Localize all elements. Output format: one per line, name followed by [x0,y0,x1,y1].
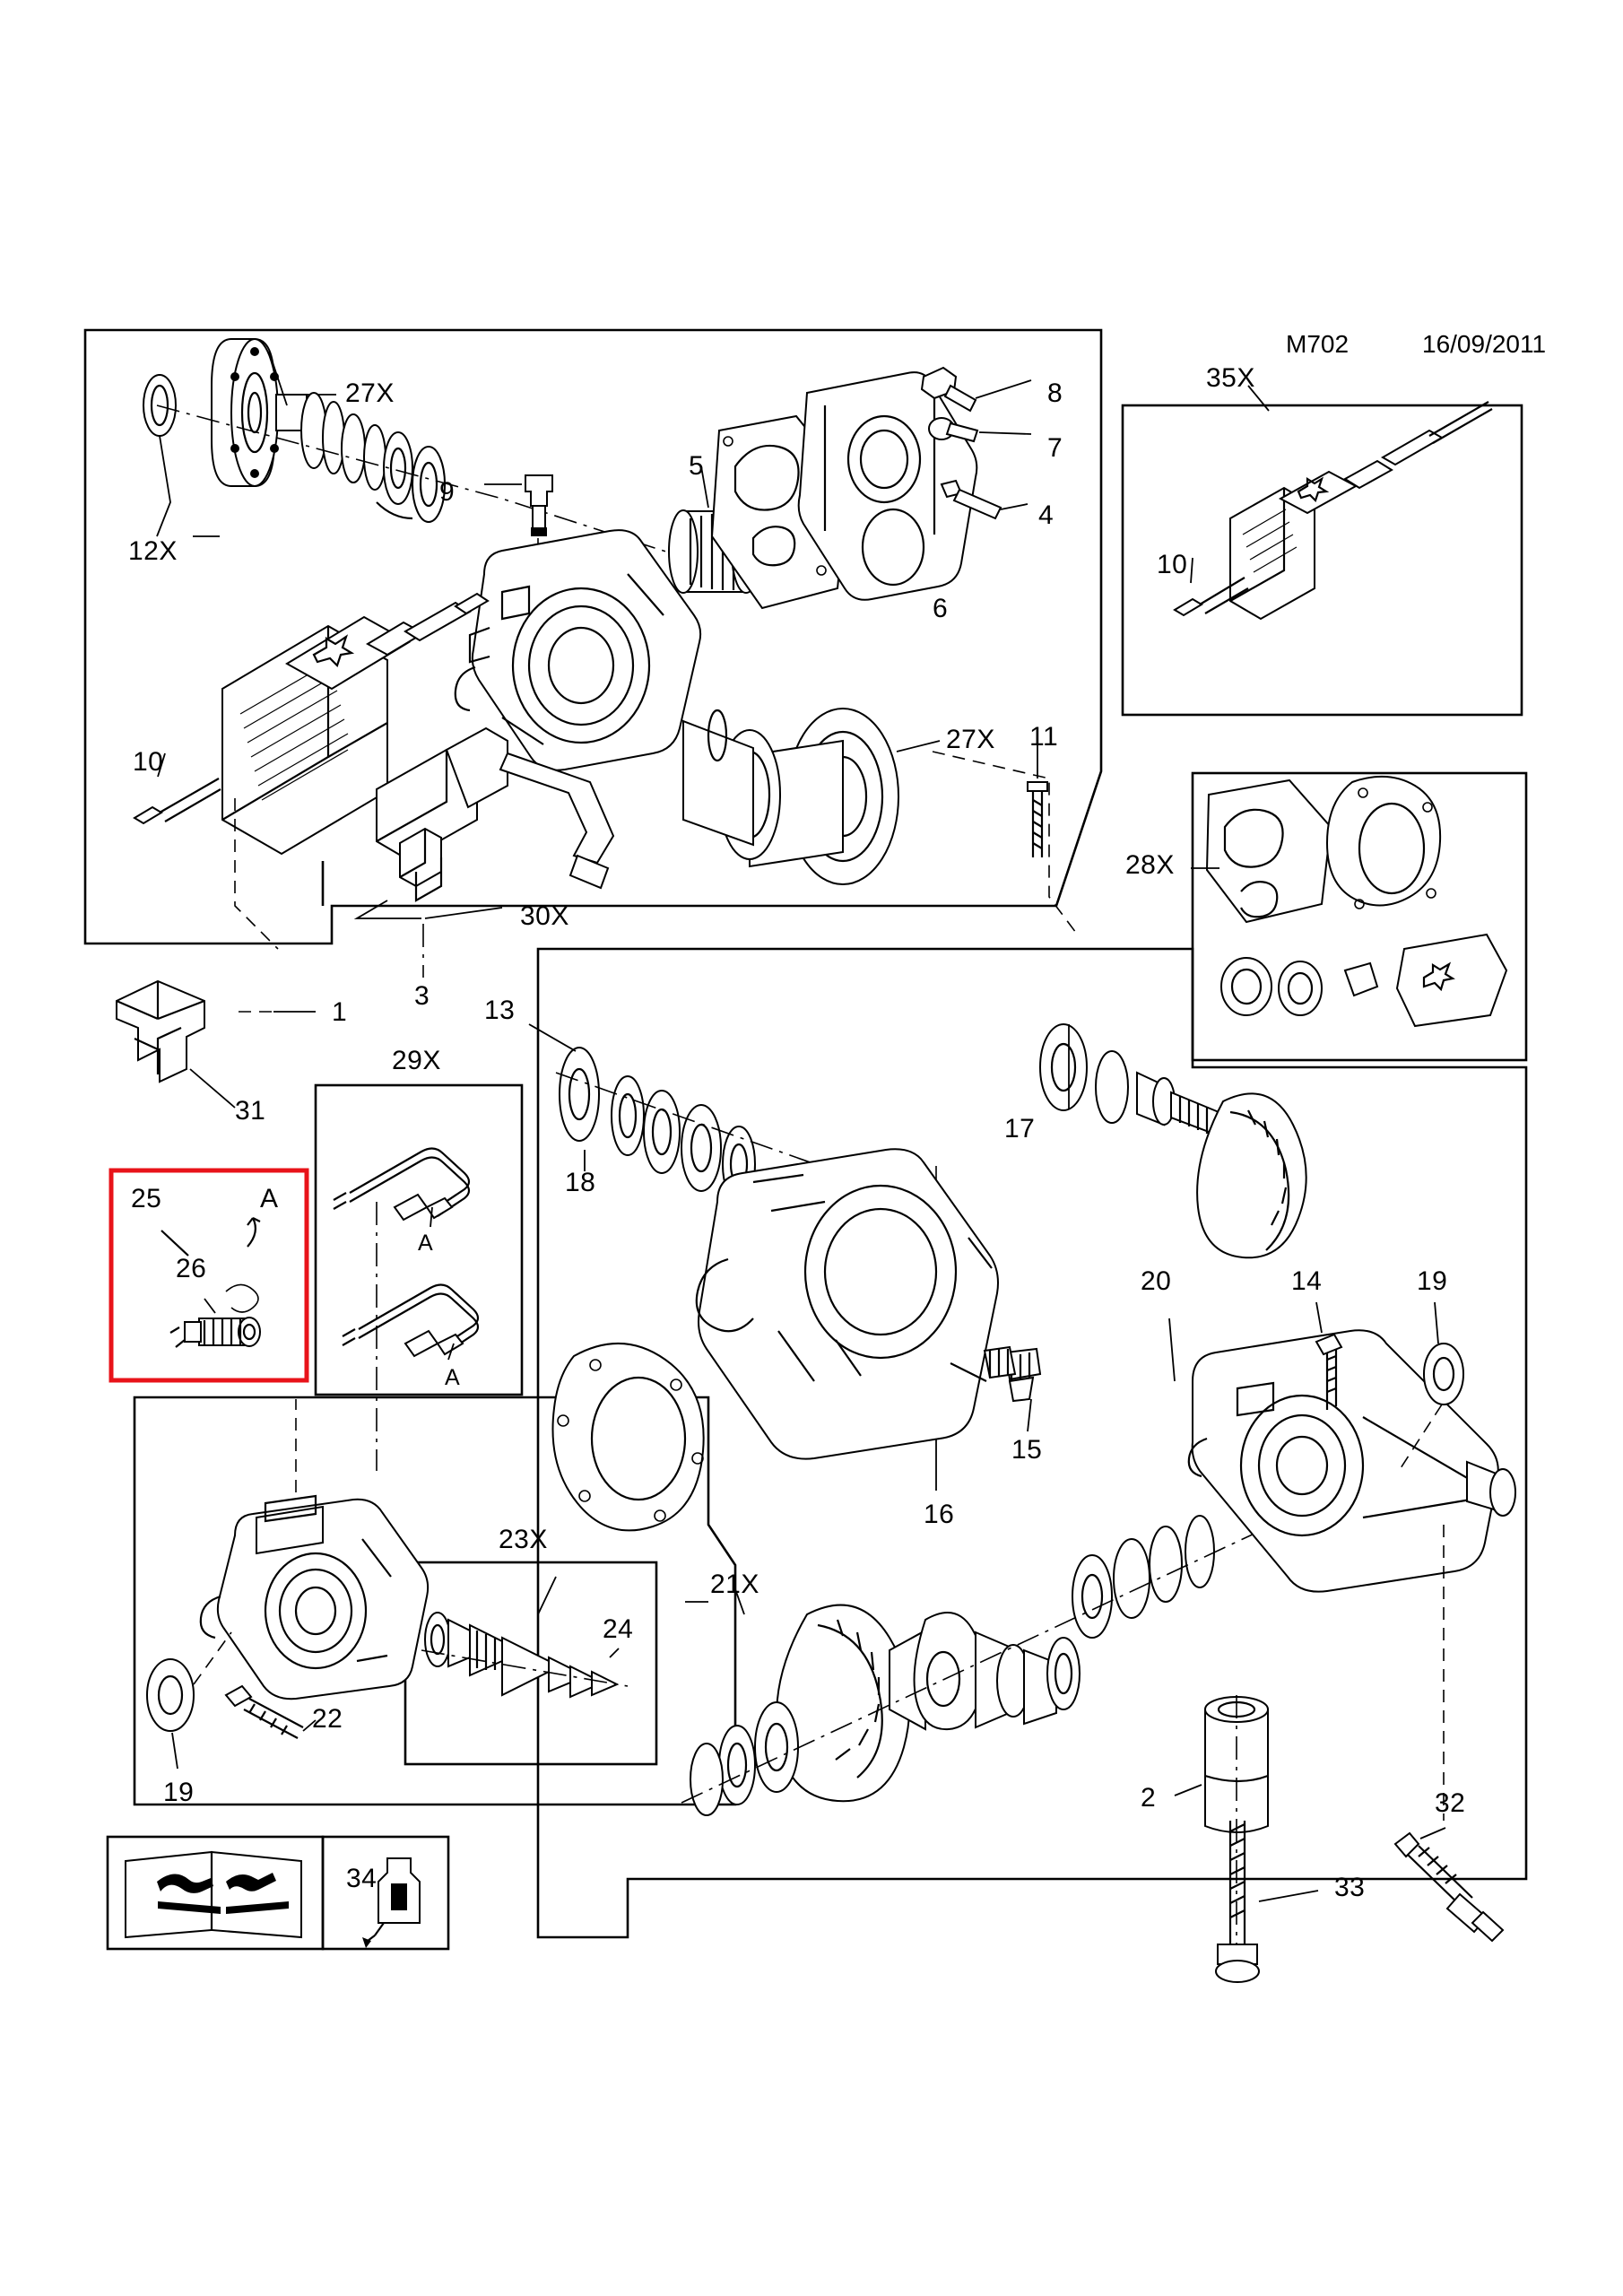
differential-gasket [552,1344,703,1530]
callout-2: 2 [1141,1783,1157,1813]
part-10-screw [135,778,221,823]
callout-17: 17 [1004,1114,1036,1144]
callout-1: 1 [332,997,348,1027]
callout-13: 13 [484,996,516,1025]
part-29x-tube-1 [334,1148,469,1220]
callout-30x: 30X [520,901,569,931]
part-27x-bearing-large [683,709,898,884]
callout-10-35x: 10 [1157,550,1188,579]
part-19-seal-right [1424,1344,1463,1405]
callout-31: 31 [235,1096,266,1126]
callout-25: 25 [131,1184,162,1213]
callout-14: 14 [1291,1266,1323,1296]
part-25-spring-clip [161,1218,260,1256]
right-carrier-housing [1189,1330,1515,1591]
callout-24: 24 [603,1614,634,1644]
group-28x-gaskets [1207,777,1506,1026]
callout-4: 4 [1038,500,1055,530]
callout-10-main: 10 [133,747,164,777]
callout-27x-top: 27X [345,378,395,408]
callout-a-1: A [418,1231,434,1256]
callout-29x: 29X [392,1046,441,1075]
callout-16: 16 [924,1500,955,1529]
callout-12x: 12X [128,536,178,566]
callout-21x: 21X [710,1570,759,1599]
callout-34: 34 [346,1864,378,1893]
callout-23x: 23X [499,1525,548,1554]
drawing-code: M702 [1286,330,1350,358]
part-11-pin [1028,782,1047,857]
callout-9: 9 [439,477,456,507]
differential-housing-center [697,1149,1015,1458]
callout-28x: 28X [1125,850,1175,880]
callout-a-highlight: A [260,1184,279,1213]
callout-11: 11 [1029,722,1059,752]
callout-15: 15 [1011,1435,1043,1465]
left-actuator-housing [201,1496,428,1699]
callout-22: 22 [312,1704,343,1734]
bearing-stack-left [301,393,445,522]
part-33-bolt [1216,1821,1259,1982]
callout-6: 6 [933,594,949,623]
crown-wheel-assembly [690,1516,1214,1815]
part-27x-flange [212,339,307,486]
callout-7: 7 [1047,433,1063,463]
callout-20: 20 [1141,1266,1172,1296]
callout-19-right: 19 [1417,1266,1448,1296]
part-31-bracket [117,981,204,1082]
part-19-seal-left [147,1659,194,1731]
part-32-bolt [1395,1833,1503,1941]
callout-32: 32 [1435,1788,1466,1818]
callout-33: 33 [1334,1873,1366,1902]
callout-18: 18 [565,1168,596,1197]
callout-3: 3 [414,981,430,1011]
part-29x-tube-2 [343,1284,478,1356]
callout-a-2: A [445,1365,461,1390]
callout-35x: 35X [1206,363,1255,393]
drawing-date: 16/09/2011 [1422,330,1547,358]
callout-8: 8 [1047,378,1063,408]
callout-5: 5 [689,451,705,481]
callout-27x-mid: 27X [946,725,995,754]
part-9-plug [525,475,552,536]
group-23x-contents [425,1613,617,1697]
callout-19-left: 19 [163,1778,195,1807]
callout-26: 26 [176,1254,207,1283]
part-26-retainer [170,1284,260,1347]
group-35x-contents [1175,402,1492,619]
manual-book-icon [126,1852,301,1937]
